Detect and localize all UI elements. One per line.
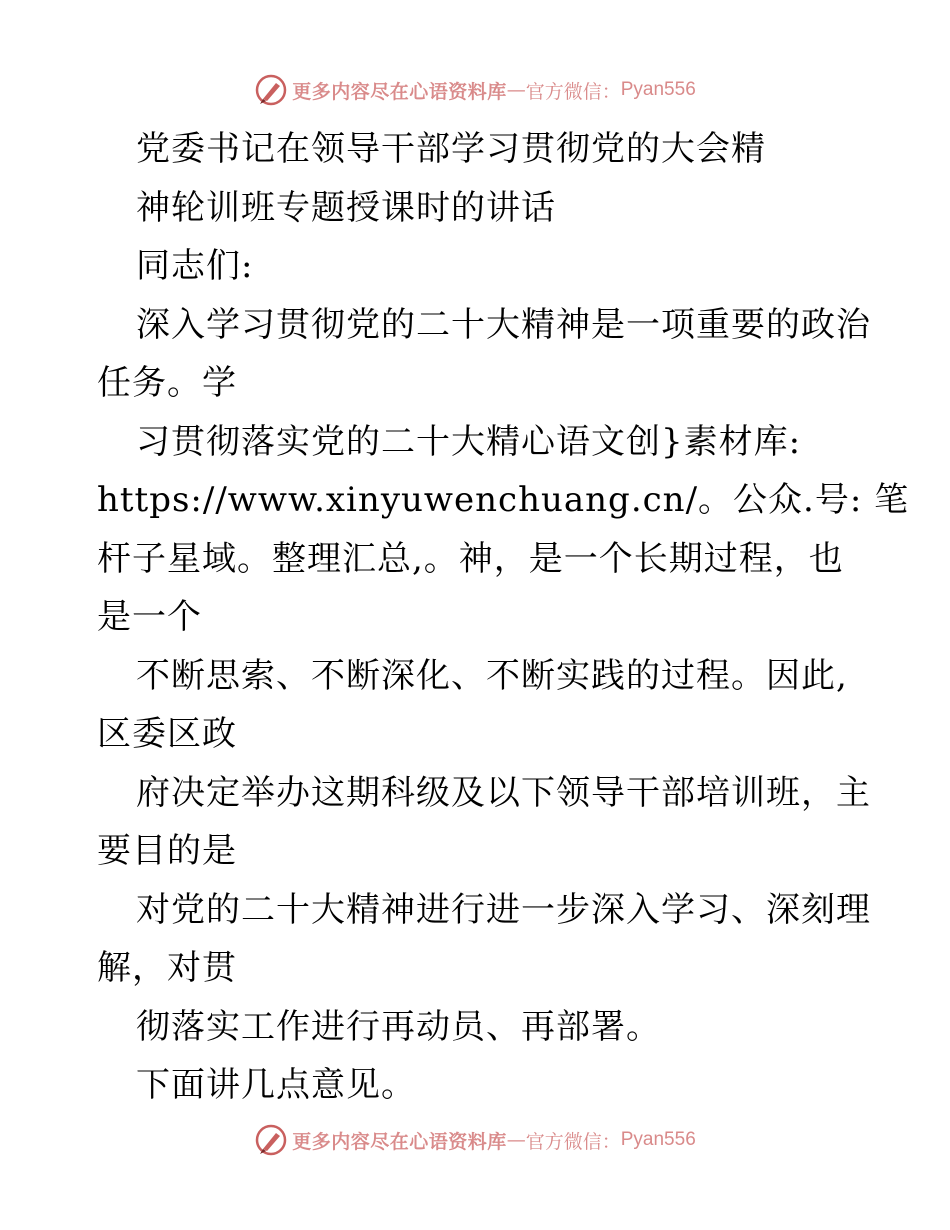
text-line: 党委书记在领导干部学习贯彻党的大会精 — [136, 129, 766, 169]
text-line: 深入学习贯彻党的二十大精神是一项重要的政治 — [136, 304, 871, 345]
document-body — [97, 120, 910, 1115]
pen-nib-logo-icon — [254, 73, 288, 107]
text-line: https://www.xinyuwenchuang.cn/。公众.号: 笔 — [97, 480, 910, 520]
text-line: 神轮训班专题授课时的讲话 — [136, 187, 556, 228]
text-line: 任务。学 — [97, 363, 237, 403]
header-banner — [0, 70, 950, 110]
text-line: 下面讲几点意见。 — [136, 1065, 416, 1105]
text-line: 习贯彻落实党的二十大精心语文创}素材库: — [136, 421, 802, 462]
text-line: 要目的是 — [97, 831, 237, 871]
banner-wechat-id: Pyan556 — [620, 79, 696, 100]
text-line: 不断思索、不断深化、不断实践的过程。因此, — [136, 655, 848, 696]
text-line: 解，对贯 — [97, 948, 237, 988]
banner-wechat-label: 官方微信： — [525, 80, 621, 103]
banner-wechat-label: 官方微信： — [525, 1130, 621, 1153]
text-line: 是一个 — [97, 597, 202, 637]
text-line: 区委区政 — [97, 714, 237, 754]
text-line: 对党的二十大精神进行进一步深入学习、深刻理 — [136, 889, 871, 930]
text-line: 府决定举办这期科级及以下领导干部培训班，主 — [136, 772, 871, 813]
text-line: 同志们: — [136, 246, 254, 286]
banner-dash: — — [506, 79, 526, 101]
pen-nib-logo-icon — [254, 1123, 288, 1157]
banner-title: 更多内容尽在心语资料库 — [292, 1130, 507, 1153]
text-line: 彻落实工作进行再动员、再部署。 — [136, 1006, 661, 1047]
banner-dash: — — [506, 1129, 526, 1151]
footer-banner — [0, 1120, 950, 1160]
banner-title: 更多内容尽在心语资料库 — [292, 80, 507, 103]
banner-wechat-id: Pyan556 — [620, 1129, 696, 1150]
text-line: 杆子星域。整理汇总,。神，是一个长期过程，也 — [97, 538, 844, 579]
